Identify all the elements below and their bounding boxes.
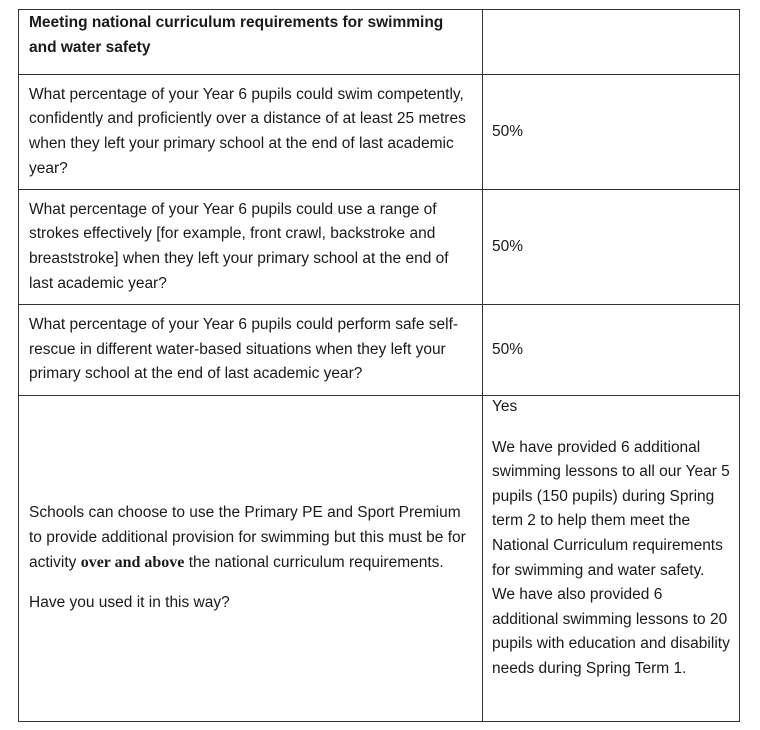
question-cell [19, 305, 483, 396]
premium-text-after: the national curriculum requirements. [184, 553, 444, 571]
premium-statement [29, 501, 474, 575]
answer-short: Yes [492, 398, 518, 415]
question-cell [19, 396, 483, 722]
premium-emphasis: over and above [80, 553, 185, 571]
question-cell [19, 190, 483, 305]
answer-text: 50% [492, 237, 524, 255]
table-header-row [19, 10, 740, 75]
answer-cell [483, 190, 740, 305]
header-answer-cell [483, 10, 740, 75]
answer-cell [483, 75, 740, 190]
table-row [19, 305, 740, 396]
table-row [19, 396, 740, 722]
answer-detail: We have provided 6 additional swimming lessons to all our Year 5 pupils (150 pupils) during Spring term 2 to help them meet the National Curriculum requirements for swimming and water safety. We have also provided 6 additional swimming lessons to 20 pupils with education and disability needs during Spring Term 1. [492, 438, 730, 677]
premium-text-before: Schools can choose to use the Primary PE and Sport Premium to provide additional provision for swimming but this must be for activity [29, 504, 466, 571]
question-text: What percentage of your Year 6 pupils could use a range of strokes effectively [for example, front crawl, backstroke and breaststroke] when they left your primary school at the end of last academic year? [29, 200, 449, 292]
answer-cell [483, 305, 740, 396]
premium-question: Have you used it in this way? [29, 594, 230, 612]
header-title-cell [19, 10, 483, 75]
swimming-requirements-table [18, 9, 740, 722]
answer-cell [483, 396, 740, 722]
table-row [19, 75, 740, 190]
question-text: What percentage of your Year 6 pupils could swim competently, confidently and proficiently over a distance of at least 25 metres when they left your primary school at the end of last academic year? [29, 85, 466, 177]
answer-text: 50% [492, 340, 524, 358]
question-cell [19, 75, 483, 190]
answer-text: 50% [492, 122, 524, 140]
table-row [19, 190, 740, 305]
header-title: Meeting national curriculum requirements for swimming and water safety [29, 14, 444, 56]
question-text: What percentage of your Year 6 pupils could perform safe self-rescue in different water-based situations when they left your primary school at the end of last academic year? [29, 316, 459, 383]
